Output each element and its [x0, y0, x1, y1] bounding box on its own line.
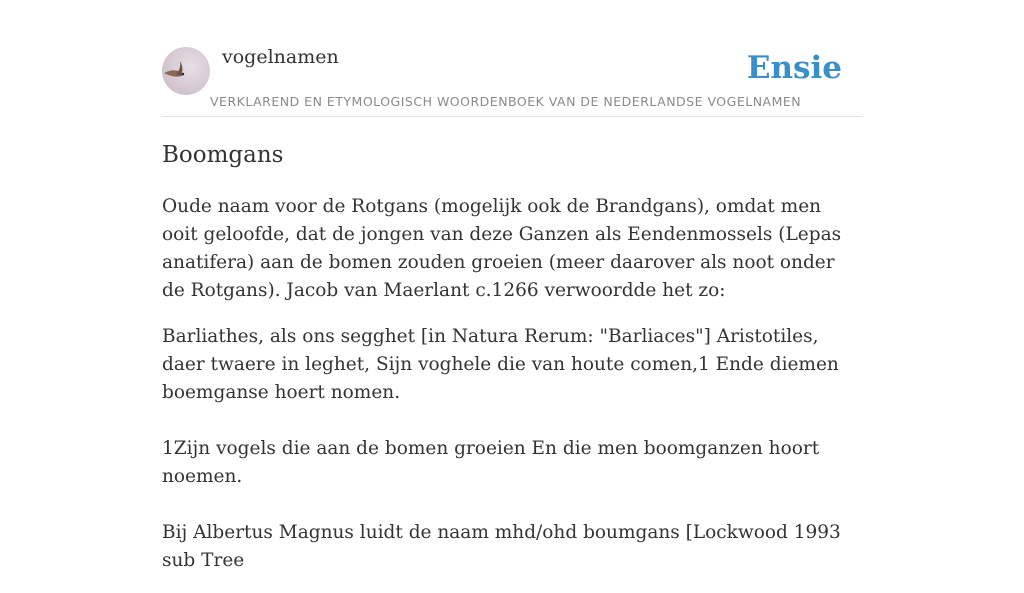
site-header — [162, 0, 862, 117]
blog-name-link[interactable]: vogelnamen — [222, 46, 339, 68]
entry-paragraph: Bij Albertus Magnus luidt de naam mhd/ohd boumgans [Lockwood 1993 sub Tree — [162, 522, 841, 571]
entry-quote: Barliathes, als ons segghet [in Natura Rerum: "Barliaces"] Aristotiles, daer twaere in leghet, Sijn voghele die van houte comen,1 Ende diemen boemganse hoert nomen. — [162, 326, 839, 403]
bird-photo-icon[interactable] — [162, 47, 210, 95]
entry-paragraph: Oude naam voor de Rotgans (mogelijk ook de Brandgans), omdat men ooit geloofde, dat de jongen van deze Ganzen als Eendenmossels (Lepas anatifera) aan de bomen zouden groeien (meer daarover als noot onder de Rotgans). Jacob van Maerlant c.1266 verwoordde het zo: — [162, 196, 842, 301]
ensie-logo[interactable]: Ensie — [746, 50, 842, 86]
entry-title: Boomgans — [162, 142, 284, 168]
entry-content — [162, 140, 862, 593]
entry-footnote: 1Zijn vogels die aan de bomen groeien En die men boomganzen hoort noemen. — [162, 438, 820, 487]
site-subtitle: VERKLAREND EN ETYMOLOGISCH WOORDENBOEK VAN DE NEDERLANDSE VOGELNAMEN — [210, 94, 802, 109]
